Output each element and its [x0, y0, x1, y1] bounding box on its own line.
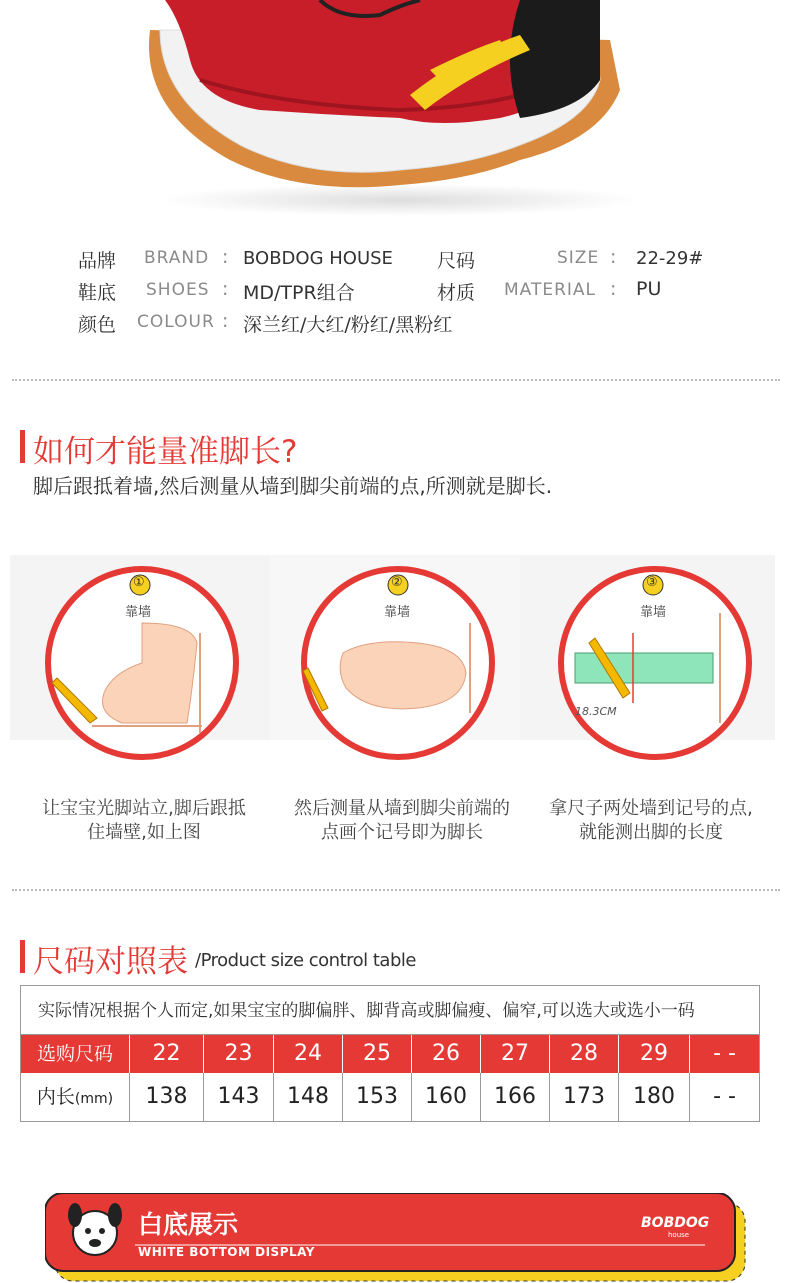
step-number: ① — [133, 575, 145, 590]
length-cell: - - — [713, 1084, 736, 1109]
step-3-illustration — [555, 563, 755, 763]
spec-label-en: BRAND — [144, 248, 210, 268]
length-unit: (mm) — [74, 1091, 114, 1107]
spec-label-en: MATERIAL — [504, 280, 597, 300]
banner-subtitle: WHITE BOTTOM DISPLAY — [138, 1245, 315, 1259]
size-cell: 22 — [130, 1035, 204, 1073]
divider — [12, 889, 780, 891]
length-cell: 153 — [343, 1073, 412, 1121]
spec-label: 鞋底 — [78, 282, 117, 304]
size-cell: 25 — [343, 1035, 412, 1073]
spec-label-en: SIZE — [557, 248, 600, 268]
length-row-label — [21, 1073, 130, 1121]
spec-label: 品牌 — [78, 250, 117, 272]
length-cell: 173 — [550, 1073, 619, 1121]
step-number: ② — [391, 575, 403, 590]
spec-colon: : — [222, 278, 229, 300]
step-2-illustration — [298, 563, 498, 763]
size-cell: 28 — [550, 1035, 619, 1073]
section-title: 尺码对照表 — [33, 944, 188, 980]
wall-label: 靠墙 — [640, 605, 667, 620]
white-bottom-banner — [45, 1193, 735, 1275]
length-row — [21, 1073, 759, 1121]
length-cell: 180 — [619, 1073, 690, 1121]
banner-title: 白底展示 — [138, 1210, 239, 1239]
length-cell: 160 — [412, 1073, 481, 1121]
divider — [12, 379, 780, 381]
spec-label-en: COLOUR — [137, 312, 215, 332]
wall-label: 靠墙 — [125, 605, 152, 620]
spec-colon: : — [222, 310, 229, 332]
spec-value: 深兰红/大红/粉红/黑粉红 — [243, 314, 453, 336]
length-cell: 148 — [274, 1073, 343, 1121]
size-cell: 24 — [274, 1035, 343, 1073]
size-cell: 26 — [412, 1035, 481, 1073]
spec-value: 22-29# — [636, 248, 704, 269]
size-cell: 23 — [204, 1035, 274, 1073]
size-note: 实际情况根据个人而定,如果宝宝的脚偏胖、脚背高或脚偏瘦、偏窄,可以选大或选小一码 — [21, 986, 759, 1035]
length-cell: 166 — [481, 1073, 550, 1121]
step-text-line: 拿尺子两处墙到记号的点, — [549, 798, 753, 819]
step-number: ③ — [646, 575, 658, 590]
spec-value: BOBDOG HOUSE — [243, 248, 393, 269]
step-1-illustration — [42, 563, 242, 763]
brand-logo: BOBDOG — [641, 1215, 710, 1231]
step-text-line: 住墙壁,如上图 — [87, 822, 201, 843]
step-2-text — [272, 797, 532, 845]
spec-label: 材质 — [437, 282, 476, 304]
size-table — [20, 985, 760, 1122]
length-cell: 138 — [130, 1073, 204, 1121]
step-1-text — [14, 797, 274, 845]
spec-value: MD/TPR组合 — [243, 282, 355, 304]
step-3-text — [521, 797, 781, 845]
ruler-reading: 18.3CM — [575, 705, 617, 718]
section-title: 如何才能量准脚长? — [33, 434, 298, 470]
spec-label-en: SHOES — [146, 280, 210, 300]
size-cell: 27 — [481, 1035, 550, 1073]
step-text-line: 然后测量从墙到脚尖前端的 — [294, 798, 510, 819]
spec-row-colour — [0, 310, 790, 340]
product-photo — [0, 0, 790, 225]
spec-colon: : — [222, 246, 229, 268]
step-text-line: 让宝宝光脚站立,脚后跟抵 — [42, 798, 246, 819]
step-text-line: 就能测出脚的长度 — [579, 822, 723, 843]
spec-row-brand — [0, 246, 790, 276]
section-marker — [20, 430, 25, 463]
section-description: 脚后跟抵着墙,然后测量从墙到脚尖前端的点,所测就是脚长. — [33, 474, 553, 498]
size-cell: - - — [690, 1035, 759, 1073]
spec-colon: : — [610, 246, 617, 268]
length-label: 内长 — [36, 1086, 75, 1108]
size-row — [21, 1035, 759, 1073]
section-marker — [20, 940, 25, 973]
length-cell: 143 — [204, 1073, 274, 1121]
brand-logo-sub: house — [668, 1231, 690, 1239]
size-cell: 29 — [619, 1035, 690, 1073]
section-title-en: /Product size control table — [195, 950, 416, 971]
step-text-line: 点画个记号即为脚长 — [321, 822, 483, 843]
spec-row-shoes — [0, 278, 790, 308]
spec-label: 尺码 — [437, 250, 476, 272]
size-row-label: 选购尺码 — [21, 1035, 130, 1073]
wall-label: 靠墙 — [384, 605, 411, 620]
spec-label: 颜色 — [78, 314, 117, 336]
spec-value: PU — [636, 278, 662, 300]
spec-colon: : — [610, 278, 617, 300]
